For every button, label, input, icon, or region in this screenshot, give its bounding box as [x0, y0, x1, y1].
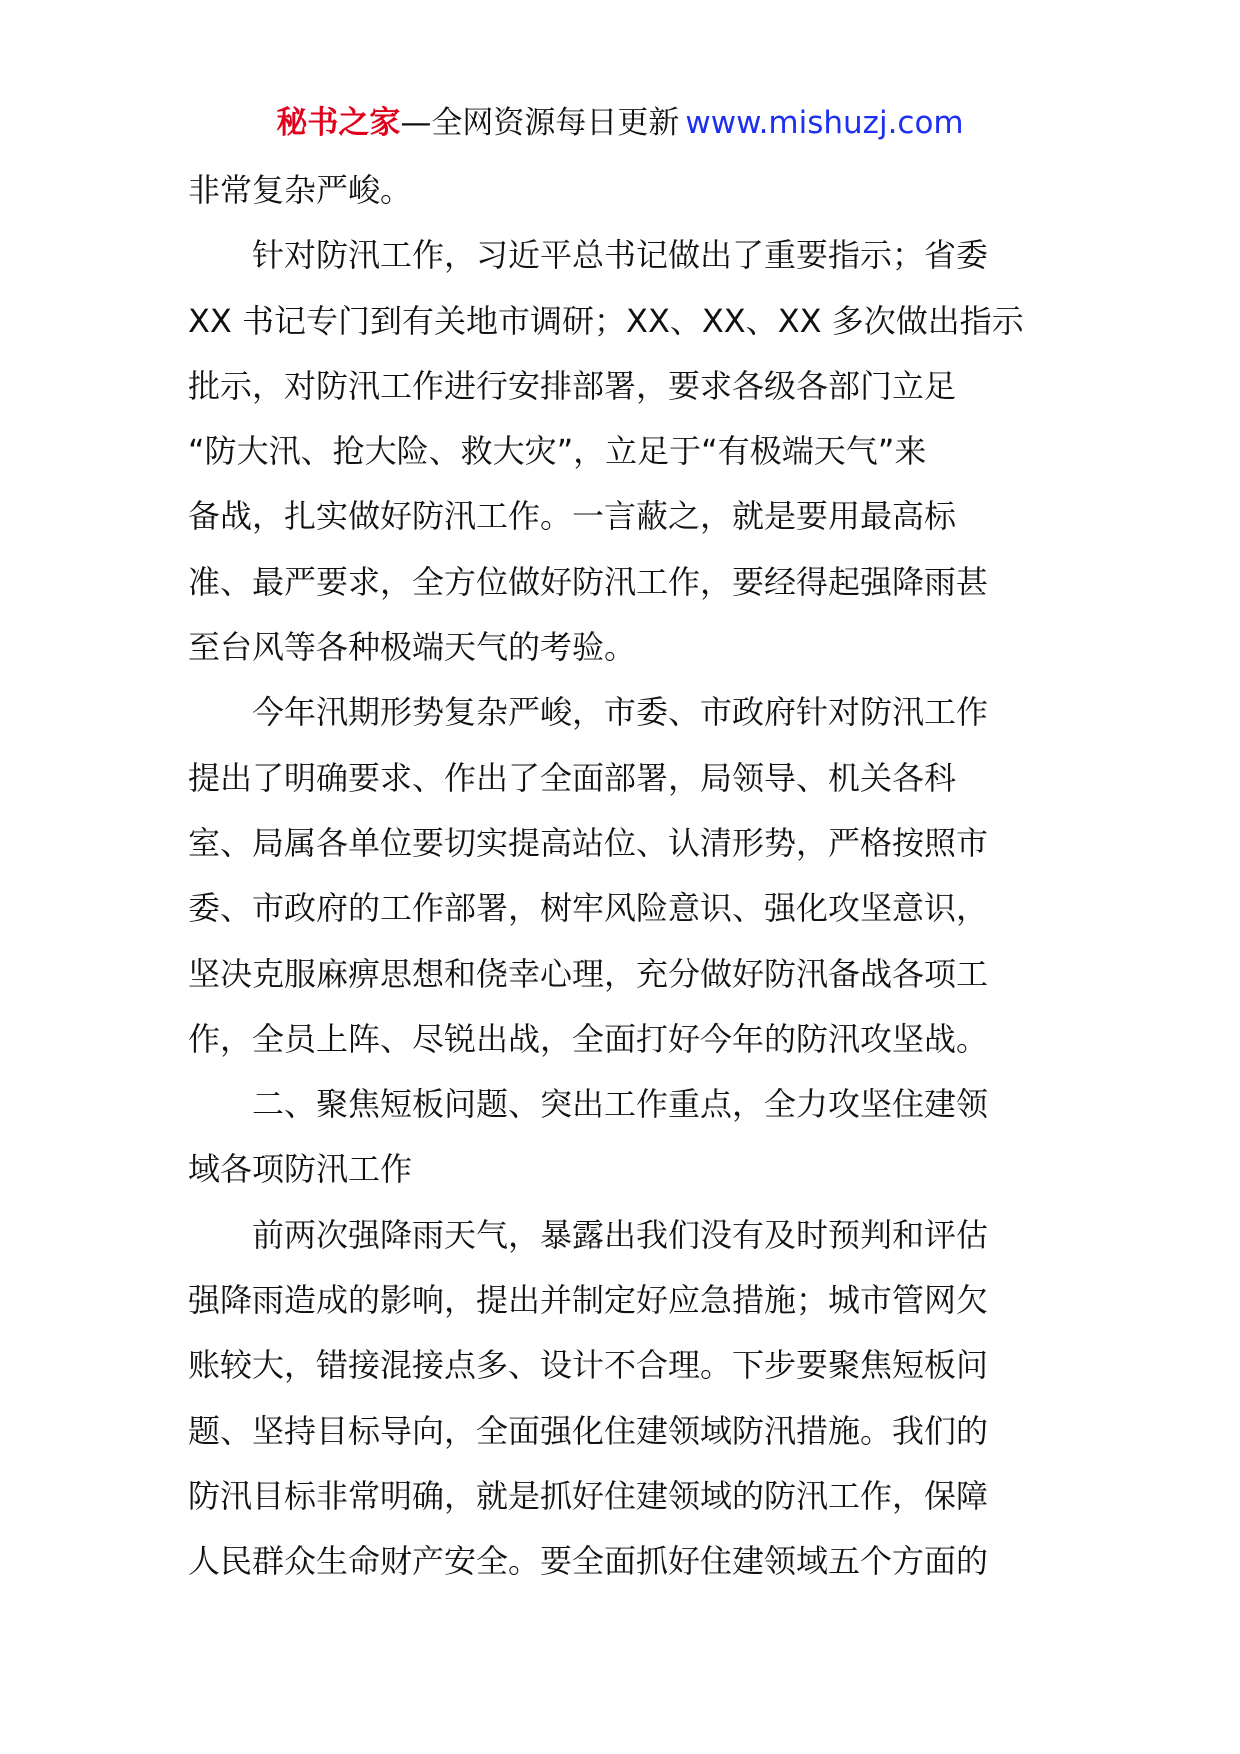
header-slogan: —全网资源每日更新 — [400, 105, 680, 141]
section-heading-line: 二、聚焦短板问题、突出工作重点，全力攻坚住建领 — [252, 1085, 989, 1124]
text-line: 批示，对防汛工作进行安排部署，要求各级各部门立足 — [188, 366, 957, 405]
text-line: 备战，扎实做好防汛工作。一言蔽之，就是要用最高标 — [188, 497, 957, 536]
paragraph-start-line: 前两次强降雨天气，暴露出我们没有及时预判和评估 — [252, 1215, 989, 1254]
text-line: 防汛目标非常明确，就是抓好住建领域的防汛工作，保障 — [188, 1476, 989, 1515]
document-body — [188, 158, 1056, 1595]
text-line: 委、市政府的工作部署，树牢风险意识、强化攻坚意识， — [188, 889, 989, 928]
watermark-header — [0, 103, 1240, 143]
text-line: 室、局属各单位要切实提高站位、认清形势，严格按照市 — [188, 823, 989, 862]
section-heading-line: 域各项防汛工作 — [188, 1150, 413, 1189]
text-line: 题、坚持目标导向，全面强化住建领域防汛措施。我们的 — [188, 1411, 989, 1450]
text-line: 提出了明确要求、作出了全面部署，局领导、机关各科 — [188, 758, 957, 797]
text-line: 至台风等各种极端天气的考验。 — [188, 628, 637, 667]
text-line: 坚决克服麻痹思想和侥幸心理，充分做好防汛备战各项工 — [188, 954, 989, 993]
brand-name: 秘书之家 — [276, 105, 401, 141]
site-url-link[interactable]: www.mishuzj.com — [685, 105, 964, 141]
text-line: 非常复杂严峻。 — [188, 171, 413, 209]
text-line: 作，全员上阵、尽锐出战，全面打好今年的防汛攻坚战。 — [188, 1019, 989, 1058]
text-line: “防大汛、抢大险、救大灾”，立足于“有极端天气”来 — [188, 432, 927, 471]
paragraph-start-line: 针对防汛工作，习近平总书记做出了重要指示；省委 — [252, 236, 989, 275]
paragraph-start-line: 今年汛期形势复杂严峻，市委、市政府针对防汛工作 — [252, 693, 989, 732]
text-line: XX 书记专门到有关地市调研；XX、XX、XX 多次做出指示 — [188, 301, 1024, 340]
text-line: 强降雨造成的影响，提出并制定好应急措施；城市管网欠 — [188, 1281, 989, 1320]
text-line: 人民群众生命财产安全。要全面抓好住建领域五个方面的 — [188, 1542, 989, 1581]
text-line: 账较大，错接混接点多、设计不合理。下步要聚焦短板问 — [188, 1346, 989, 1385]
text-line: 准、最严要求，全方位做好防汛工作，要经得起强降雨甚 — [188, 562, 989, 601]
